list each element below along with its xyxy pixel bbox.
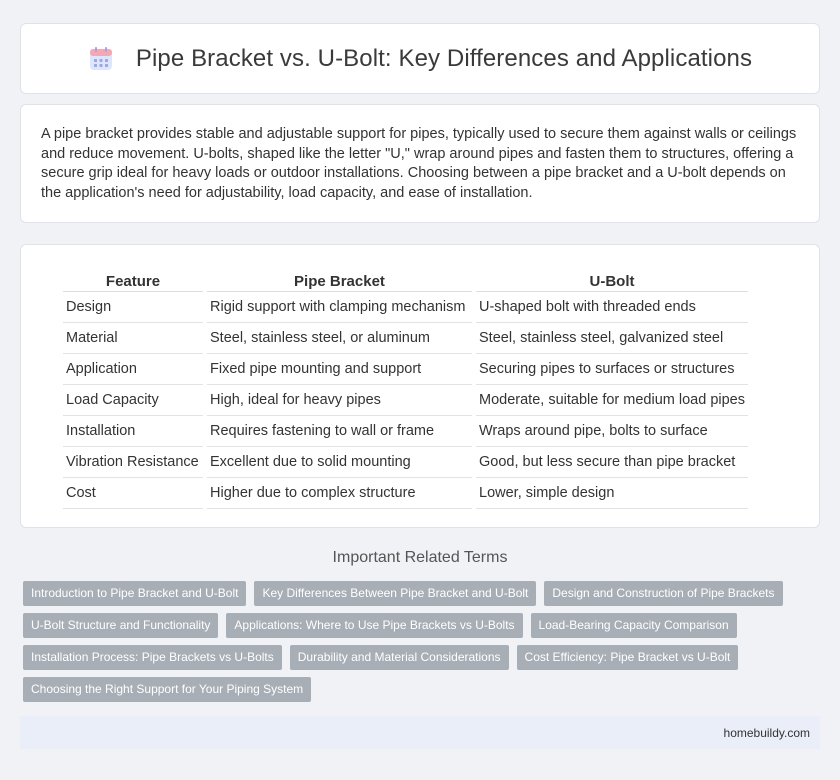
table-row: [63, 354, 748, 385]
related-term-tag[interactable]: Key Differences Between Pipe Bracket and U-Bolt: [254, 581, 536, 606]
table-row: [63, 385, 748, 416]
cell-pipe-bracket: Higher due to complex structure: [207, 478, 472, 509]
header-feature: Feature: [63, 267, 203, 292]
cell-pipe-bracket: High, ideal for heavy pipes: [207, 385, 472, 416]
footer-site-link[interactable]: homebuildy.com: [723, 725, 810, 740]
cell-feature: Application: [63, 354, 203, 385]
cell-u-bolt: Good, but less secure than pipe bracket: [476, 447, 748, 478]
cell-u-bolt: U-shaped bolt with threaded ends: [476, 292, 748, 323]
related-term-tag[interactable]: Installation Process: Pipe Brackets vs U-Bolts: [23, 645, 282, 670]
table-row: [63, 416, 748, 447]
related-term-tag[interactable]: U-Bolt Structure and Functionality: [23, 613, 218, 638]
page-title: Pipe Bracket vs. U-Bolt: Key Differences and Applications: [135, 44, 753, 72]
cell-pipe-bracket: Requires fastening to wall or frame: [207, 416, 472, 447]
related-term-tag[interactable]: Design and Construction of Pipe Brackets: [544, 581, 782, 606]
related-term-tag[interactable]: Durability and Material Considerations: [290, 645, 509, 670]
calendar-icon: [88, 46, 114, 72]
cell-feature: Vibration Resistance: [63, 447, 203, 478]
related-term-tag[interactable]: Load-Bearing Capacity Comparison: [531, 613, 737, 638]
table-row: [63, 478, 748, 509]
cell-pipe-bracket: Steel, stainless steel, or aluminum: [207, 323, 472, 354]
related-terms-list: [23, 581, 813, 709]
cell-pipe-bracket: Fixed pipe mounting and support: [207, 354, 472, 385]
cell-feature: Installation: [63, 416, 203, 447]
cell-u-bolt: Wraps around pipe, bolts to surface: [476, 416, 748, 447]
cell-feature: Material: [63, 323, 203, 354]
table-header-row: [63, 267, 748, 292]
header-u-bolt: U-Bolt: [476, 267, 748, 292]
cell-u-bolt: Lower, simple design: [476, 478, 748, 509]
related-term-tag[interactable]: Choosing the Right Support for Your Piping System: [23, 677, 311, 702]
cell-feature: Design: [63, 292, 203, 323]
table-row: [63, 447, 748, 478]
table-row: [63, 323, 748, 354]
cell-feature: Cost: [63, 478, 203, 509]
intro-card: [20, 104, 820, 223]
comparison-table: [59, 267, 752, 509]
related-term-tag[interactable]: Cost Efficiency: Pipe Bracket vs U-Bolt: [517, 645, 739, 670]
cell-u-bolt: Securing pipes to surfaces or structures: [476, 354, 748, 385]
table-row: [63, 292, 748, 323]
cell-pipe-bracket: Excellent due to solid mounting: [207, 447, 472, 478]
intro-paragraph: A pipe bracket provides stable and adjustable support for pipes, typically used to secure them against walls or ceilings and reduce movement. U-bolts, shaped like the letter "U," wrap around pipes and fasten them to structures, offering a secure grip ideal for heavy loads or outdoor installations. Choosing between a pipe bracket and a U-bolt depends on the application's need for adjustability, load capacity, and ease of installation.: [41, 126, 797, 201]
cell-pipe-bracket: Rigid support with clamping mechanism: [207, 292, 472, 323]
comparison-card: [20, 244, 820, 528]
title-card: [20, 23, 820, 94]
cell-feature: Load Capacity: [63, 385, 203, 416]
cell-u-bolt: Steel, stainless steel, galvanized steel: [476, 323, 748, 354]
related-term-tag[interactable]: Introduction to Pipe Bracket and U-Bolt: [23, 581, 246, 606]
footer: [20, 716, 820, 749]
cell-u-bolt: Moderate, suitable for medium load pipes: [476, 385, 748, 416]
header-pipe-bracket: Pipe Bracket: [207, 267, 472, 292]
related-terms-heading: Important Related Terms: [332, 549, 508, 566]
related-term-tag[interactable]: Applications: Where to Use Pipe Brackets vs U-Bolts: [226, 613, 522, 638]
